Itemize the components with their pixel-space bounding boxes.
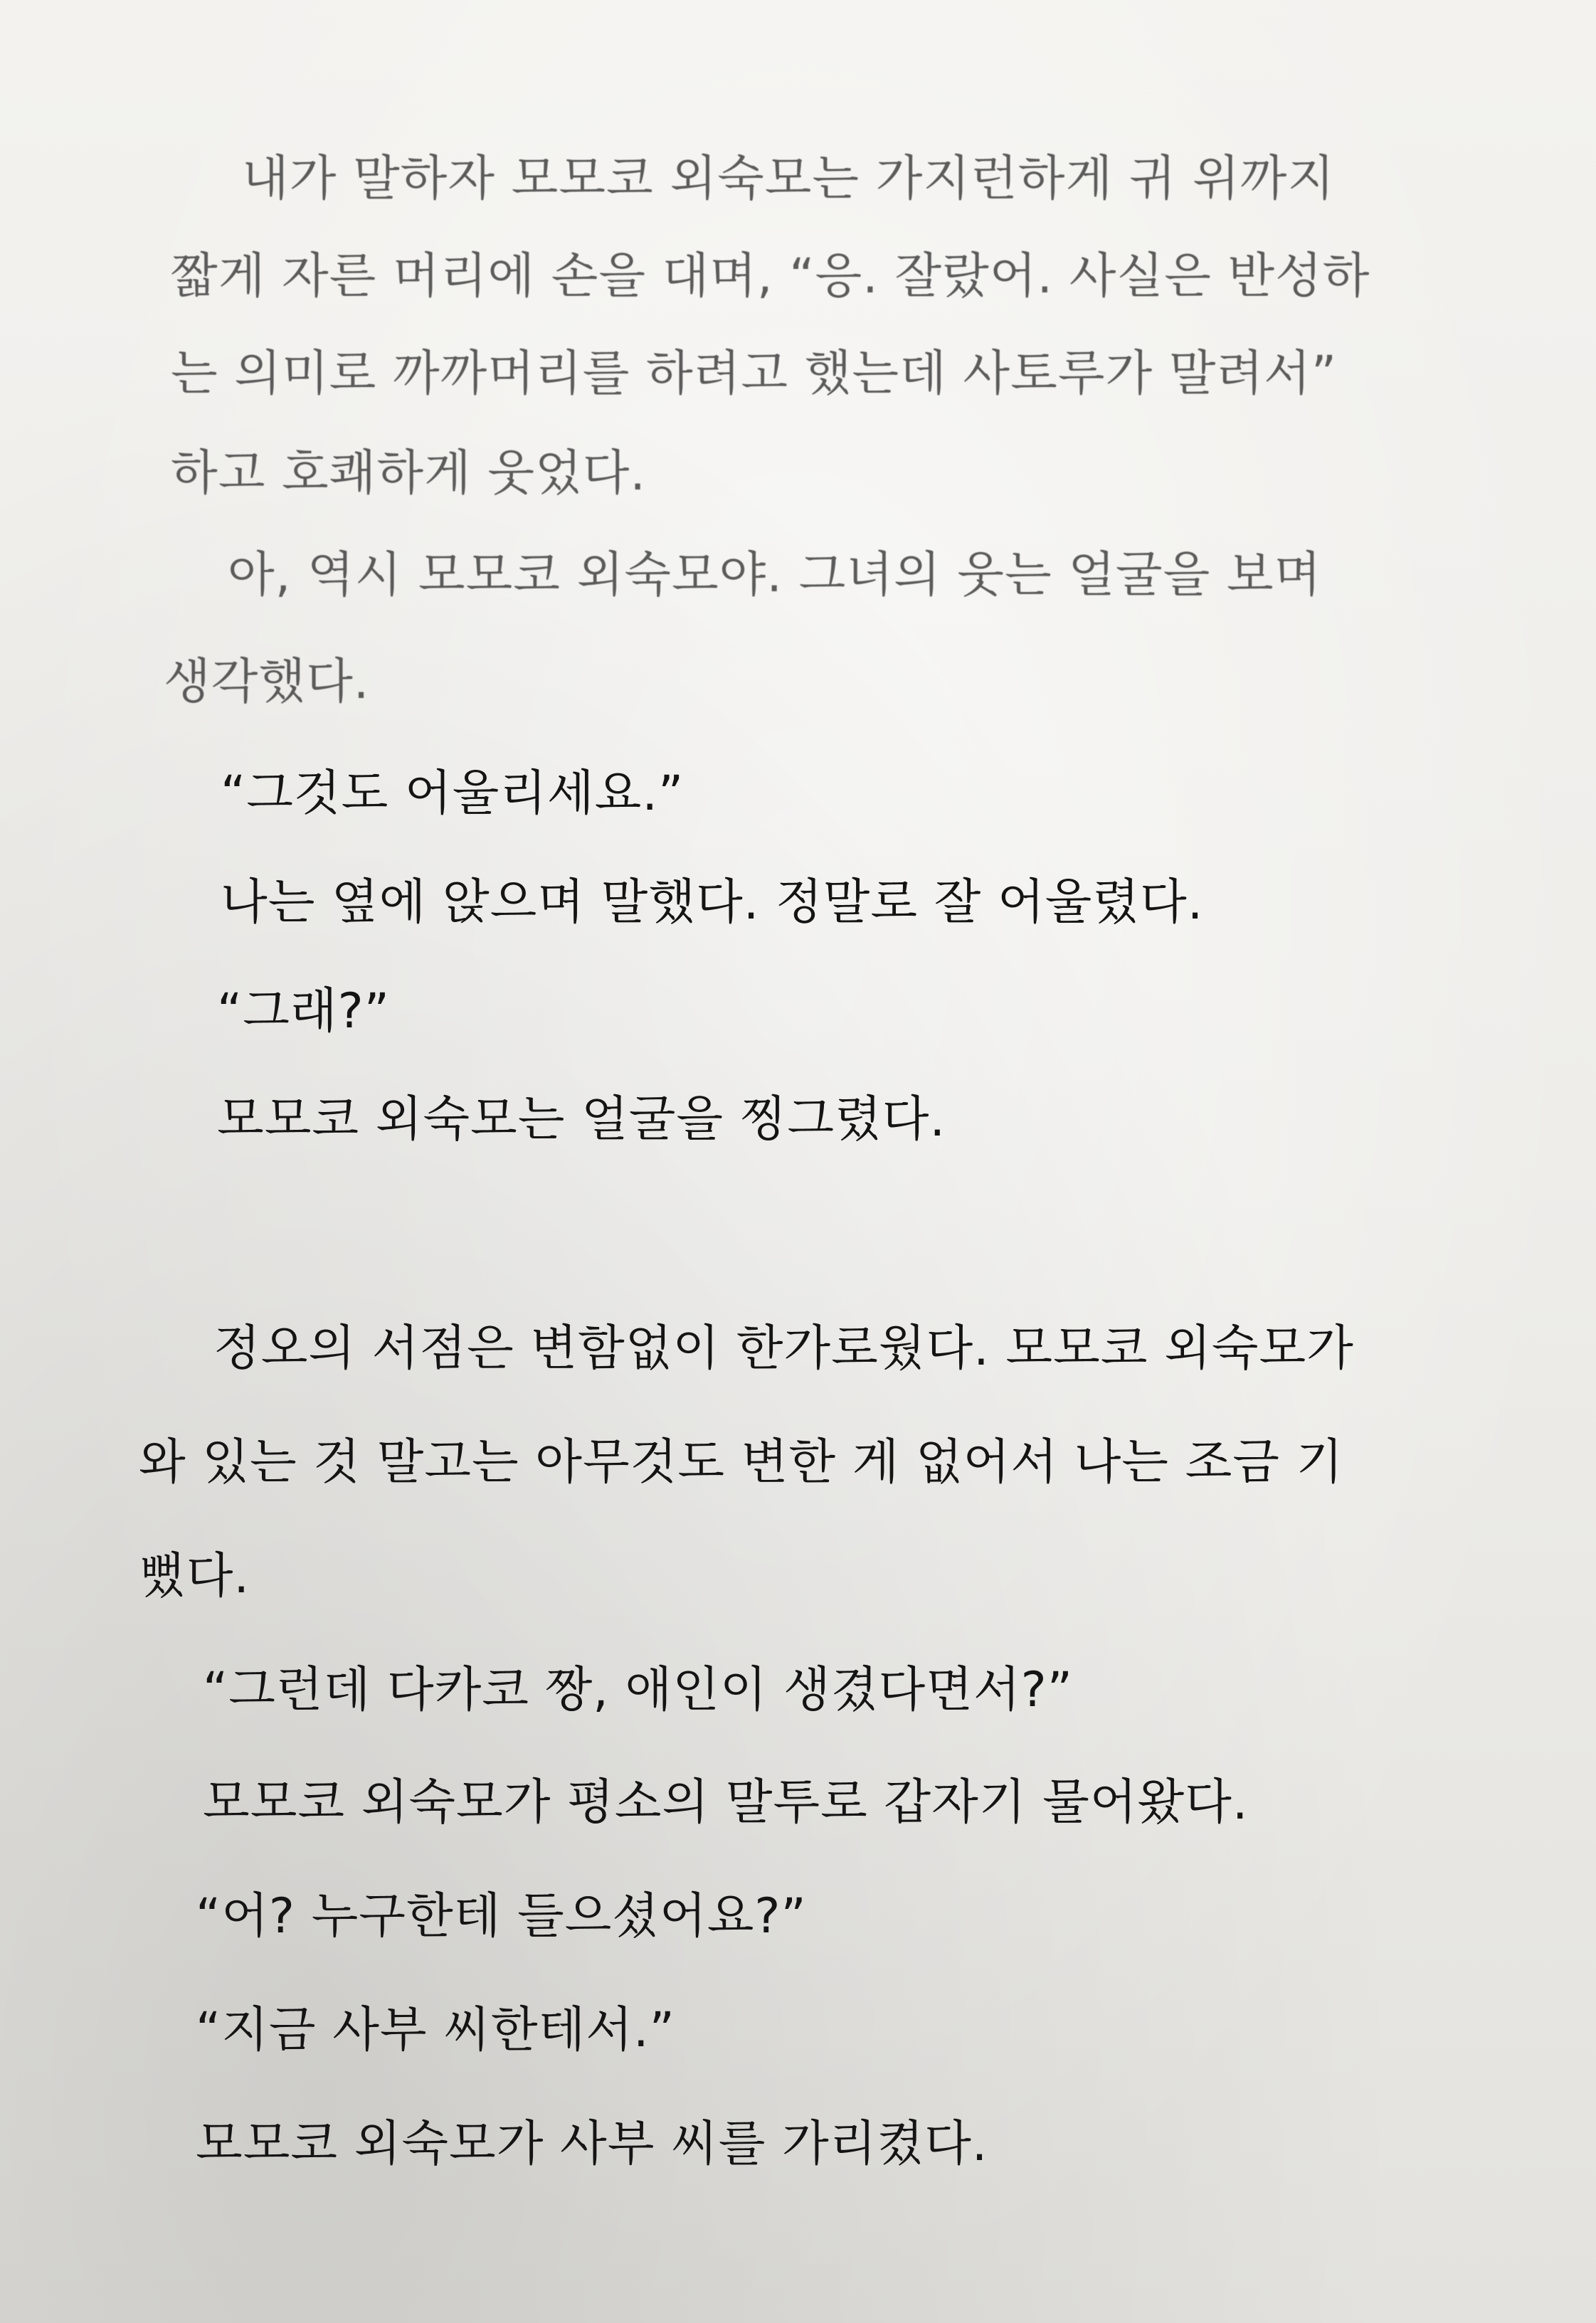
text-line: 하고 호쾌하게 웃었다.: [171, 445, 647, 502]
text-line: 는 의미로 까까머리를 하려고 했는데 사토루가 말려서”: [171, 346, 1338, 402]
text-line: 짧게 자른 머리에 손을 대며, “응. 잘랐어. 사실은 반성하: [171, 248, 1370, 305]
text-line: 모모코 외숙모는 얼굴을 찡그렸다.: [217, 1091, 946, 1148]
text-line: 아, 역시 모모코 외숙모야. 그녀의 웃는 얼굴을 보며: [228, 547, 1322, 603]
text-line: 생각했다.: [164, 654, 370, 710]
text-line: “그것도 어울리세요.”: [221, 766, 685, 822]
text-line: 정오의 서점은 변함없이 한가로웠다. 모모코 외숙모가: [213, 1321, 1354, 1377]
text-line: 와 있는 것 말고는 아무것도 변한 게 없어서 나는 조금 기: [139, 1434, 1344, 1491]
text-line: “어? 누구한테 들으셨어요?”: [196, 1888, 807, 1944]
text-line: 나는 옆에 앉으며 말했다. 정말로 잘 어울렸다.: [221, 874, 1204, 931]
text-line: “그런데 다카코 짱, 애인이 생겼다면서?”: [203, 1662, 1073, 1718]
text-line: 모모코 외숙모가 평소의 말투로 갑자기 물어왔다.: [203, 1774, 1249, 1831]
text-line: “그래?”: [217, 983, 390, 1039]
text-line: “지금 사부 씨한테서.”: [196, 2002, 675, 2058]
text-line: 모모코 외숙모가 사부 씨를 가리켰다.: [196, 2116, 988, 2172]
text-line: 뻤다.: [139, 1548, 250, 1604]
text-line: 내가 말하자 모모코 외숙모는 가지런하게 귀 위까지: [242, 151, 1336, 207]
